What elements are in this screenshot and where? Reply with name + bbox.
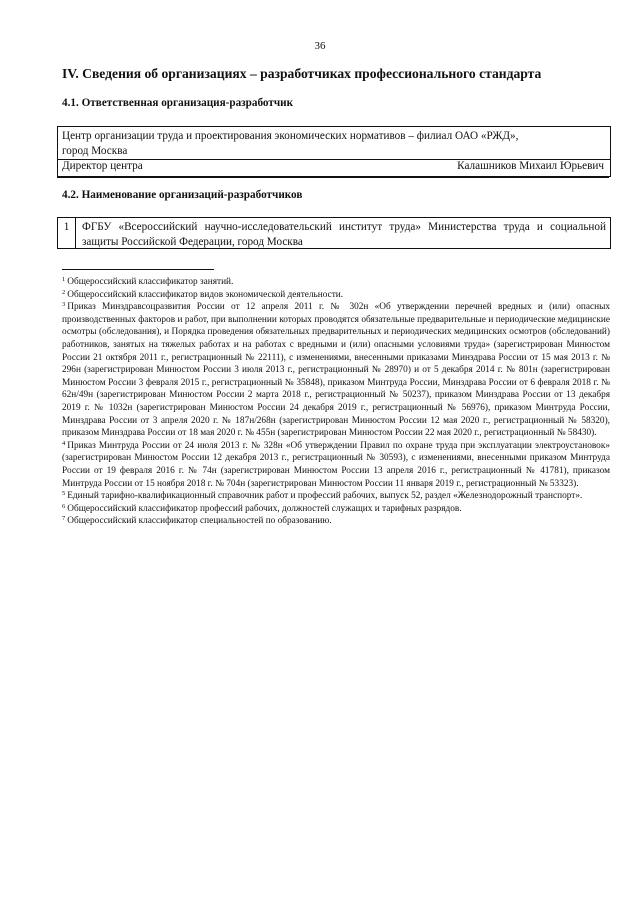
footnote-text: Общероссийский классификатор профессий рабочих, должностей служащих и тарифных разрядов. — [67, 503, 462, 514]
footnote-mark: 3 — [62, 301, 66, 309]
footnote-text: Общероссийский классификатор специальностей по образованию. — [67, 516, 332, 527]
director-position: Директор центра — [62, 160, 143, 172]
responsible-org-line2: город Москва — [62, 144, 128, 157]
responsible-org-heading: 4.1. Ответственная организация-разработчик — [62, 97, 294, 109]
developers-heading: 4.2. Наименование организаций-разработчиков — [62, 189, 303, 201]
footnote-text: Приказ Минтруда России от 24 июля 2013 г. № 328н «Об утверждении Правил по охране труда при эксплуатации электроустановок» (зарегистрирован Минюстом России 12 декабря 2013 г., регистрационный № 30593), с изменениями, внесенными приказом Минтруда России от 19 февраля 2016 г. № 74н (зарегистрирован Минюстом России 13 апреля 2016 г., регистрационный № 41781), приказом Минтруда России от 15 ноября 2018 г. № 704н (зарегистрирован Минюстом России 11 января 2019 г., регистрационный № 53323). — [62, 440, 610, 489]
signature-line — [57, 177, 609, 178]
footnote-mark: 5 — [62, 490, 66, 498]
page-number: 36 — [314, 40, 326, 52]
footnote-3 — [62, 301, 610, 440]
footnote-2 — [62, 289, 610, 302]
developers-table — [57, 217, 611, 249]
footnote-text: Приказ Минздравсоцразвития России от 12 апреля 2011 г. № 302н «Об утверждении перечней вредных и (или) опасных производственных факторов и работ, при выполнении которых проводятся обязательные предварительные и периодические медицинские осмотры (обследования), и Порядка проведения обязательных предварительных и периодических медицинских осмотров (обследований) работников, занятых на тяжелых работах и на работах с вредными и (или) опасными условиями труда» (зарегистрирован Минюстом России 21 октября 2011 г., регистрационный № 22111), с изменениями, внесенными приказами Минздрава России от 15 мая 2013 г. № 296н (зарегистрирован Минюстом России 3 июля 2013 г., регистрационный № 28970) и от 5 декабря 2014 г. № 801н (зарегистрирован Минюстом России 3 февраля 2015 г., регистрационный № 35848), приказом Минтруда России, Минздрава России от 6 февраля 2018 г. № 62н/49н (зарегистрирован Минюстом России 2 марта 2018 г., регистрационный № 50237), приказом Минздрава России от 13 декабря 2019 г. № 1032н (зарегистрирован Минюстом России 24 декабря 2019 г., регистрационный № 56976), приказом Минтруда России, Минздрава России от 3 апреля 2020 г. № 187н/268н (зарегистрирован Минюстом России 12 мая 2020 г., регистрационный № 58320), приказом Минздрава России от 18 мая 2020 г. № 455н (зарегистрирован Минюстом России 22 мая 2020 г., регистрационный № 58430). — [62, 302, 610, 439]
responsible-org-table — [57, 126, 611, 160]
footnote-5 — [62, 490, 610, 503]
footnote-text: Единый тарифно-квалификационный справочник работ и профессий рабочих, выпуск 52, раздел «Железнодорожный транспорт». — [67, 491, 583, 502]
responsible-org-line1: Центр организации труда и проектирования экономических нормативов – филиал ОАО «РЖД», — [62, 130, 519, 142]
footnote-mark: 7 — [62, 515, 66, 523]
footnotes — [62, 276, 610, 528]
footnote-text: Общероссийский классификатор видов экономической деятельности. — [67, 289, 344, 300]
footnote-text: Общероссийский классификатор занятий. — [67, 277, 234, 287]
developer-org-name: ФГБУ «Всероссийский научно-исследовательский институт труда» Министерства труда и социальной защиты Российской Федерации, город Москва — [82, 221, 606, 248]
footnote-6 — [62, 503, 610, 516]
footnote-4 — [62, 440, 610, 490]
footnote-mark: 4 — [62, 439, 66, 447]
footnote-1 — [62, 276, 610, 289]
footnote-separator — [62, 269, 214, 270]
director-name: Калашников Михаил Юрьевич — [457, 160, 604, 172]
developer-row-number: 1 — [58, 218, 76, 248]
footnote-mark: 6 — [62, 502, 66, 510]
director-row — [57, 158, 611, 177]
footnote-mark: 2 — [62, 288, 66, 296]
responsible-org-name — [58, 127, 610, 160]
section-title: IV. Сведения об организациях – разработчиках профессионального стандарта — [62, 66, 542, 81]
footnote-mark: 1 — [62, 276, 66, 283]
footnote-7 — [62, 515, 610, 528]
